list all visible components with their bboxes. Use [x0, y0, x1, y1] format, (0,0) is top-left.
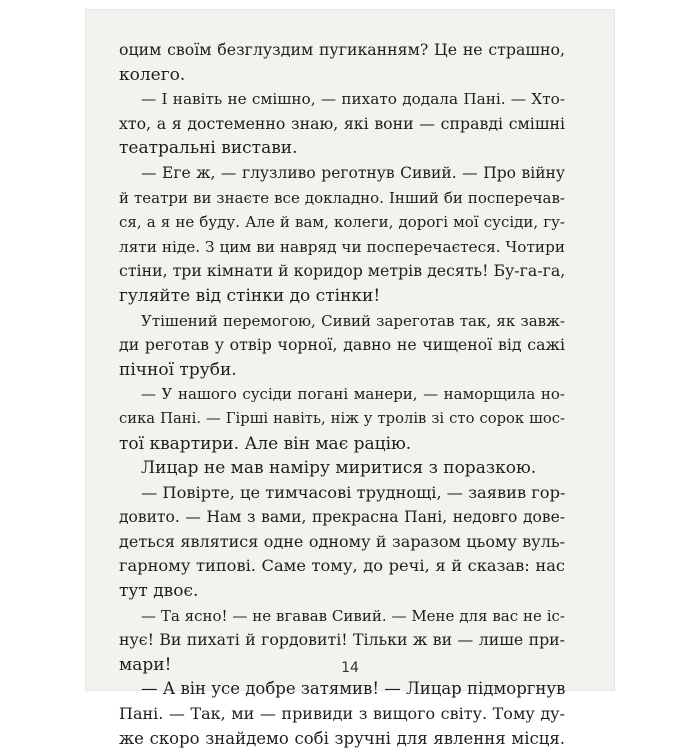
text-line: нує! Ви пихаті й гордовиті! Тільки ж ви — лише при-: [119, 630, 565, 650]
book-page: [86, 10, 614, 748]
text-line: же скоро знайдемо собі зручні для явлення місця.: [119, 728, 565, 748]
text-line: ди реготав у отвір чорної, давно не чищеної від сажі: [119, 335, 565, 355]
text-line: тої квартири. Але він має рацію.: [119, 433, 412, 454]
text-line: хто, а я достеменно знаю, які вони — справді смішні: [119, 113, 565, 133]
text-line: гарному типові. Саме тому, до речі, я й сказав: нас: [119, 556, 565, 576]
text-line: Утішений перемогою, Сивий зареготав так, як завж-: [141, 311, 565, 330]
text-line: Пані. — Так, ми — привиди з вищого світу. Тому ду-: [119, 704, 565, 724]
text-line: деться являтися одне одному й заразом цьому вуль-: [119, 531, 565, 551]
text-line: театральні вистави.: [119, 138, 298, 159]
text-line: оцим своїм безглуздим пугиканням? Це не страшно,: [119, 40, 565, 59]
text-line: колего.: [119, 64, 186, 85]
text-line: ляти ніде. З цим ви навряд чи посперечаєтеся. Чотири: [119, 237, 565, 256]
text-line: сика Пані. — Гірші навіть, ніж у тролів зі сто сорок шос-: [119, 409, 565, 427]
text-line: гуляйте від стінки до стінки!: [119, 285, 381, 306]
text-line: стіни, три кімнати й коридор метрів десять! Бу-га-га,: [119, 261, 566, 281]
text-line: — У нашого сусіди погані манери, — наморщила но-: [141, 385, 565, 404]
text-line: довито. — Нам з вами, прекрасна Пані, недовго дове-: [119, 508, 565, 527]
text-line: пічної труби.: [119, 359, 237, 380]
text-line: тут двоє.: [119, 581, 199, 602]
text-line: — Та ясно! — не вгавав Сивий. — Мене для вас не іс-: [141, 606, 565, 625]
text-line: ся, а я не буду. Але й вам, колеги, дорогі мої сусіди, гу-: [119, 213, 565, 232]
page-text: [119, 38, 565, 751]
text-line: — Еге ж, — глузливо реготнув Сивий. — Про війну: [141, 163, 565, 182]
text-line: — І навіть не смішно, — пихато додала Пані. — Хто-: [141, 90, 565, 109]
text-line: — Повірте, це тимчасові труднощі, — заявив гор-: [141, 482, 566, 502]
page-number: 14: [341, 660, 359, 676]
text-line: й театри ви знаєте все докладно. Інший би посперечав-: [119, 188, 565, 207]
text-line: — А він усе добре затямив! — Лицар підморгнув: [141, 679, 566, 699]
text-line: мари!: [119, 654, 172, 675]
text-line: Лицар не мав наміру миритися з поразкою.: [141, 458, 537, 479]
